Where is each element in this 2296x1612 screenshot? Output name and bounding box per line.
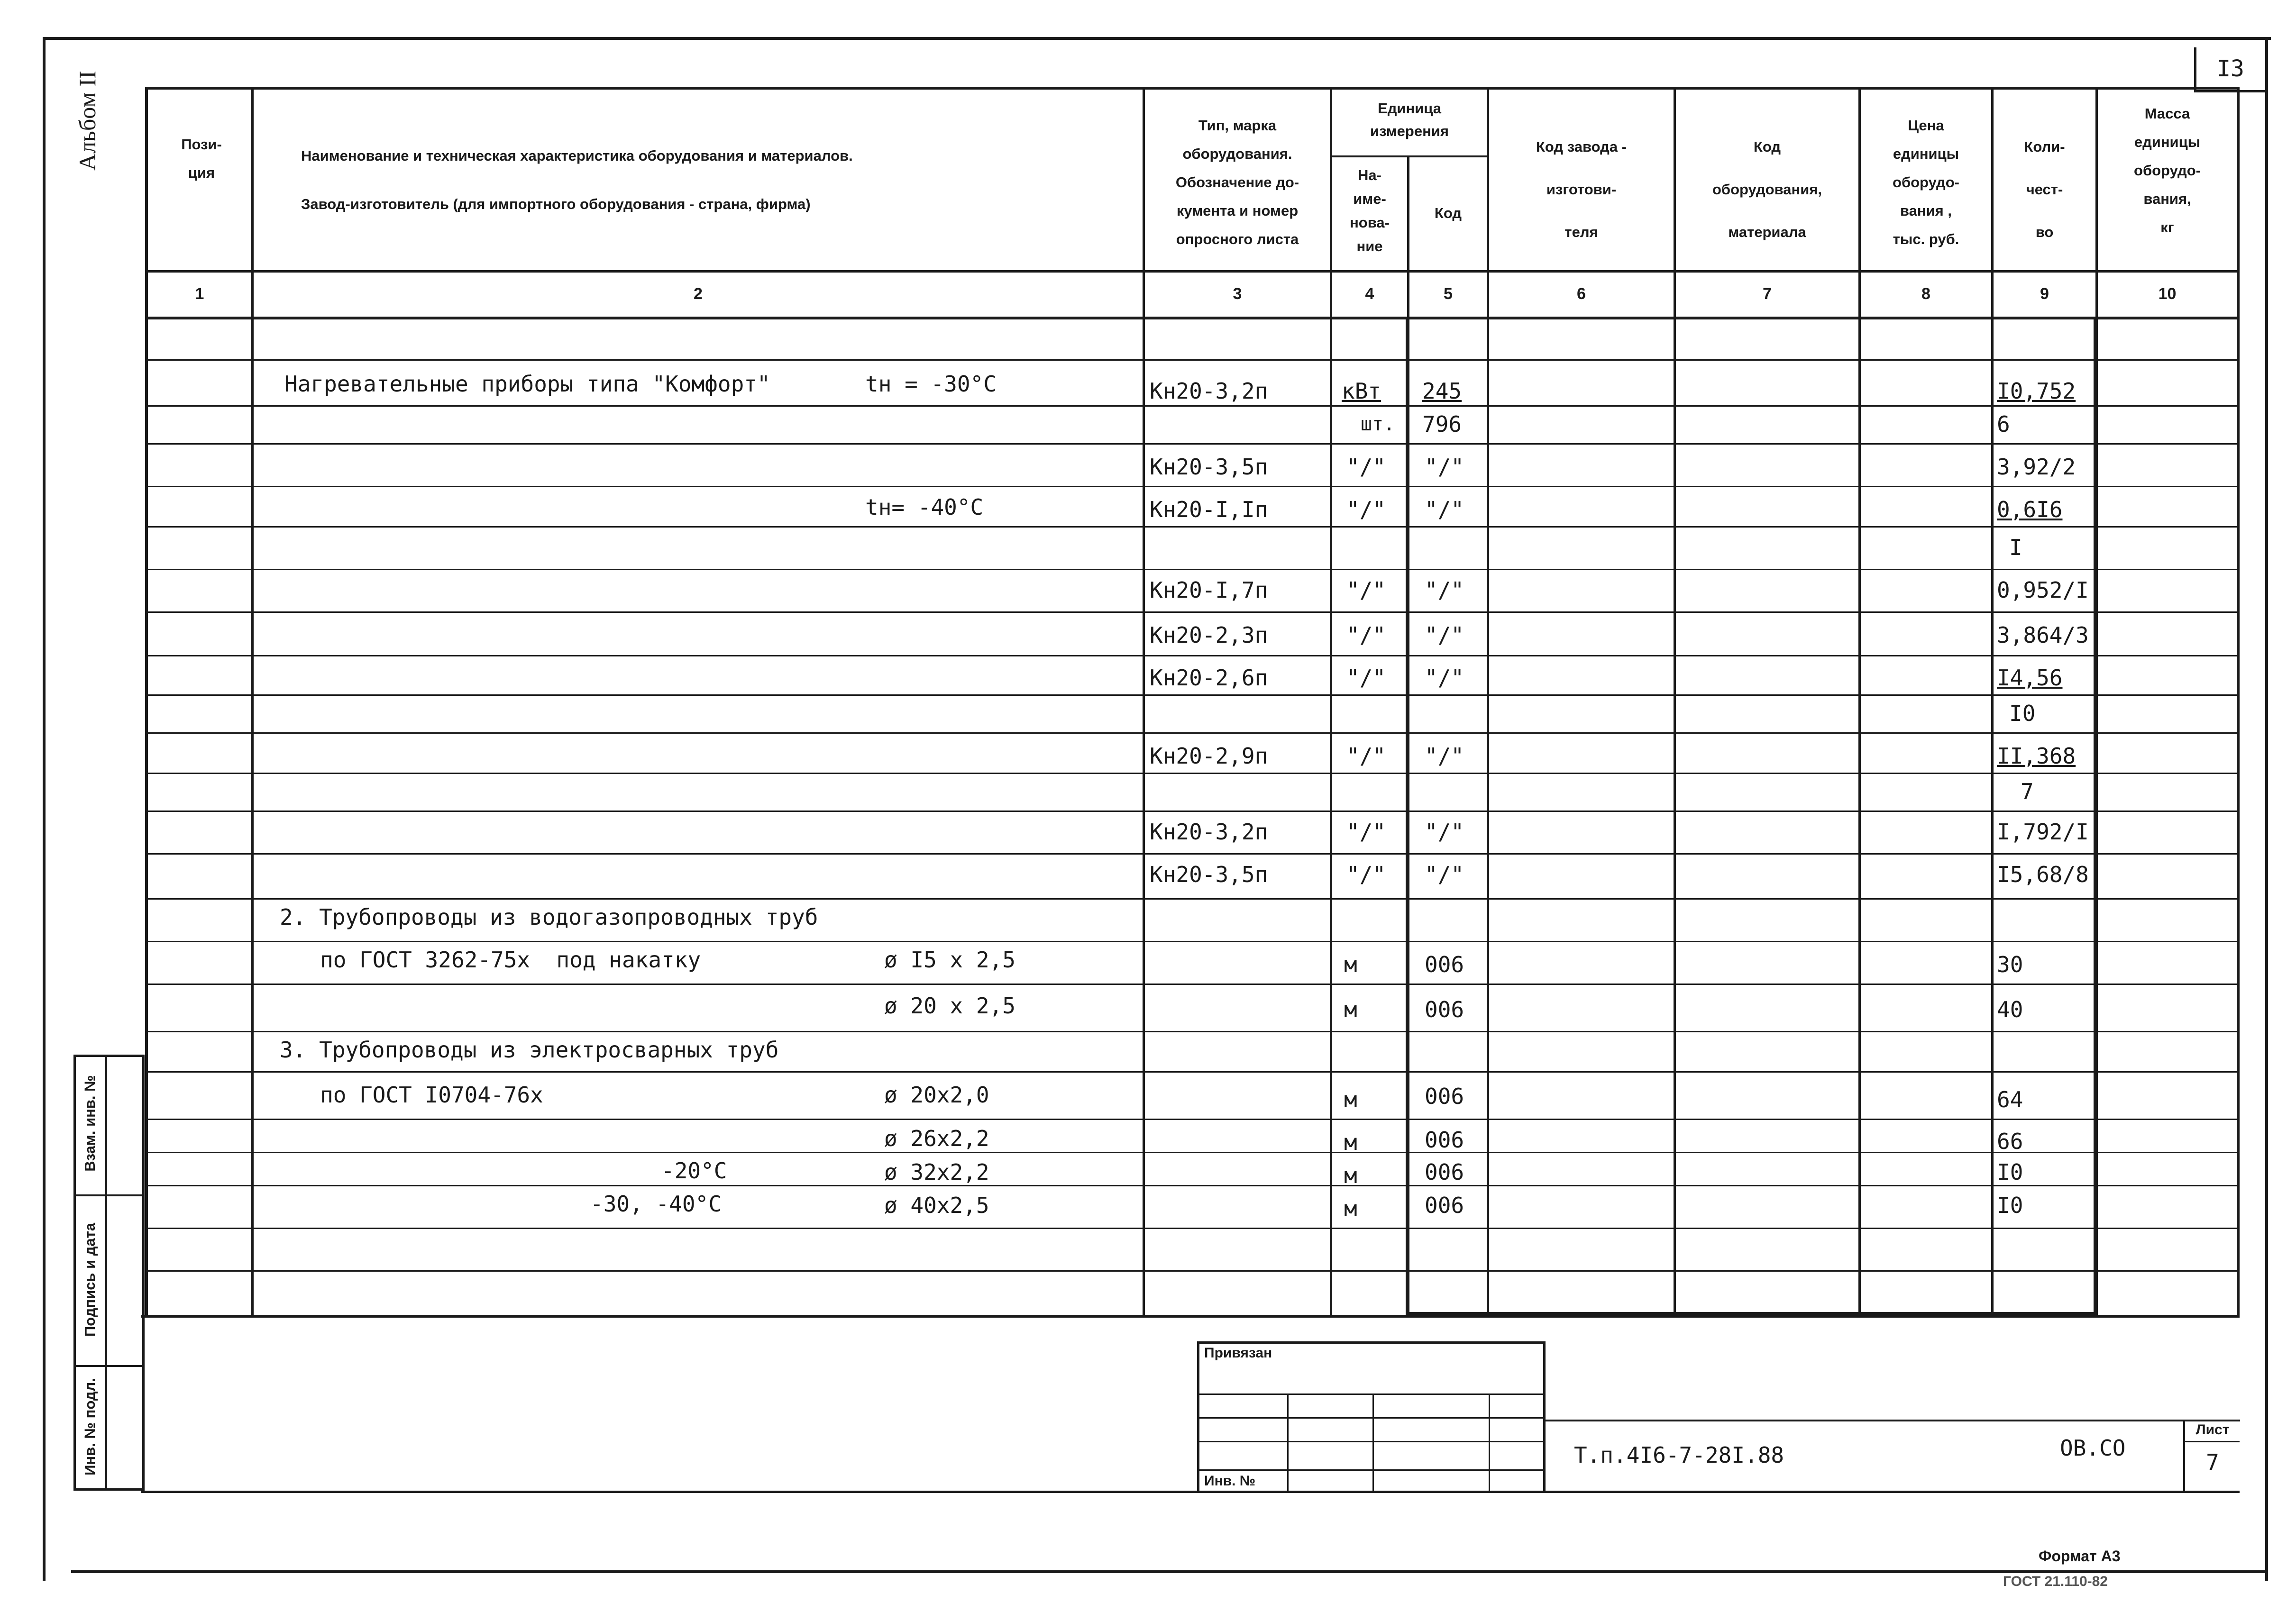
r1-qty: I0,752 (1997, 378, 2076, 404)
header-unit-line1: Единица (1378, 100, 1441, 117)
r4-unit: "/" (1346, 497, 1386, 522)
row-line (145, 853, 2240, 855)
outer-border-right (2265, 37, 2268, 1581)
colnum-10: 10 (2158, 285, 2177, 303)
album-label: Альбом II (74, 71, 101, 171)
r7-unit: "/" (1346, 622, 1386, 648)
row-line (145, 486, 2240, 487)
r8-unit: "/" (1346, 665, 1386, 691)
r3-code: "/" (1425, 454, 1464, 480)
r3-type: Кн20-3,5п (1150, 454, 1268, 480)
list-box-left (2183, 1420, 2185, 1492)
gost-label: ГОСТ 21.110-82 (2003, 1574, 2108, 1589)
row-line (145, 655, 2240, 656)
row-line (145, 526, 2240, 528)
row-line (145, 1031, 2240, 1032)
row-line (145, 569, 2240, 570)
r10-qty: II,368 (1997, 743, 2076, 769)
r6-type: Кн20-I,7п (1150, 577, 1268, 603)
r13-code: "/" (1425, 862, 1464, 887)
row-line (145, 1152, 2240, 1153)
row-line (145, 773, 2240, 774)
header-price-line2: единицы (1893, 146, 1959, 162)
row-line (145, 443, 2240, 445)
row-line (145, 732, 2240, 734)
header-unit-name-line1: На- (1358, 167, 1381, 183)
colnum-5: 5 (1444, 285, 1453, 303)
section3-d4-unit: м (1344, 1196, 1357, 1221)
r1-unit: кВт (1342, 378, 1381, 404)
section3-d4-qty: I0 (1997, 1193, 2023, 1218)
header-type-line3: Обозначение до- (1175, 174, 1299, 191)
list-label: Лист (2195, 1422, 2230, 1438)
section3-d3: ø 32x2,2 (884, 1159, 989, 1185)
r8-qty: I4,56 (1997, 665, 2063, 691)
stamp-row1 (1197, 1393, 1546, 1395)
corner-box-left (2194, 47, 2196, 91)
section3-d2: ø 26x2,2 (884, 1126, 989, 1151)
unit-subheader-line (1330, 155, 1487, 157)
row-line (145, 405, 2240, 407)
header-pos-line2: ция (188, 164, 215, 181)
header-qty-line1: Коли- (2024, 138, 2065, 155)
header-unit-name-line4: ние (1356, 238, 1383, 255)
section3-t4: -30, -40°C (590, 1191, 722, 1217)
section3-d1-unit: м (1344, 1087, 1357, 1112)
r4-temp: tн= -40°C (865, 494, 984, 520)
stamp-row2 (1197, 1417, 1546, 1419)
r1-code: 245 (1422, 378, 1462, 404)
row-line (145, 611, 2240, 613)
colnum-1: 1 (195, 285, 204, 303)
r11-qty: 7 (2021, 779, 2034, 804)
section2-d2-qty: 40 (1997, 997, 2023, 1022)
section3-d3-unit: м (1344, 1163, 1357, 1188)
header-type (1147, 111, 1327, 254)
r4-type: Кн20-I,Iп (1150, 497, 1268, 522)
r5-qty: I (2009, 535, 2022, 560)
section2-d2-unit: м (1344, 997, 1357, 1022)
row-line (145, 811, 2240, 812)
outer-border-bottom (71, 1570, 2268, 1573)
side-stamp-mid (105, 1055, 107, 1491)
header-unit-name-line3: нова- (1350, 214, 1390, 231)
bold-box-left (1406, 318, 1409, 1315)
row-line (145, 898, 2240, 900)
r10-code: "/" (1425, 743, 1464, 769)
colnum-2: 2 (694, 285, 703, 303)
sheet-code: ОВ.СО (2060, 1435, 2126, 1461)
header-bottom-line (145, 270, 2240, 273)
doc-code: Т.п.4I6-7-28I.88 (1574, 1442, 1784, 1468)
section3-d3-code: 006 (1425, 1159, 1464, 1185)
r2-unit: шт. (1361, 413, 1395, 435)
header-name-line1: Наименование и техническая характеристика оборудования и материалов. (301, 147, 853, 164)
r3-unit: "/" (1346, 454, 1386, 480)
section3-gost: по ГОСТ I0704-76х (320, 1082, 543, 1108)
r1-temp: tн = -30°C (865, 371, 997, 397)
section3-d3-qty: I0 (1997, 1159, 2023, 1185)
r13-type: Кн20-3,5п (1150, 862, 1268, 887)
header-type-line1: Тип, марка (1198, 117, 1277, 134)
header-qty-line3: во (2035, 224, 2054, 240)
r12-unit: "/" (1346, 819, 1386, 845)
colnum-7: 7 (1763, 285, 1772, 303)
colnum-4: 4 (1365, 285, 1374, 303)
header-price (1861, 111, 1991, 254)
section2-d1-code: 006 (1425, 952, 1464, 977)
r8-code: "/" (1425, 665, 1464, 691)
stamp-inv: Инв. № (1204, 1473, 1256, 1489)
row-line (145, 1228, 2240, 1229)
section3-d2-code: 006 (1425, 1127, 1464, 1153)
stamp-row3 (1197, 1441, 1546, 1442)
header-mass-line5: кг (2160, 219, 2174, 236)
section3-d1: ø 20x2,0 (884, 1082, 989, 1108)
side-label-podpis: Подпись и дата (82, 1222, 98, 1337)
header-pos (156, 130, 247, 187)
header-mass-line1: Масса (2144, 105, 2190, 122)
row-line (145, 1119, 2240, 1120)
r4-qty: 0,6I6 (1997, 497, 2063, 522)
bold-box-bottom (1406, 1312, 2097, 1316)
r2-code: 796 (1422, 411, 1462, 437)
doc-code-line (1543, 1420, 2240, 1421)
section2-title: 2. Трубопроводы из водогазопроводных труб (280, 904, 818, 930)
header-pos-line1: Пози- (181, 136, 222, 153)
format-label: Формат А3 (2039, 1548, 2121, 1565)
row-line (145, 984, 2240, 985)
outer-border-left (43, 37, 46, 1581)
r12-qty: I,792/I (1997, 819, 2089, 845)
header-equipment-code-line1: Код (1753, 138, 1781, 155)
header-mass (2098, 100, 2237, 242)
section3-d2-unit: м (1344, 1129, 1357, 1155)
header-equipment-code-line3: материала (1728, 224, 1806, 240)
header-type-line5: опросного листа (1176, 231, 1299, 247)
side-label-vzam: Взам. инв. № (82, 1075, 98, 1172)
stamp-col2 (1372, 1393, 1374, 1491)
corner-box-bottom (2194, 90, 2268, 92)
r1-name: Нагревательные приборы типа "Комфорт" (284, 371, 770, 397)
row-line (145, 1185, 2240, 1186)
colnum-6: 6 (1577, 285, 1586, 303)
header-type-line4: кумента и номер (1176, 202, 1299, 219)
side-stamp-left (73, 1055, 76, 1491)
header-price-line4: вания , (1900, 202, 1952, 219)
list-number: 7 (2206, 1449, 2219, 1475)
header-factory-code (1489, 126, 1674, 254)
frame-top (148, 87, 2240, 90)
stamp-col1 (1287, 1393, 1289, 1491)
row-line (145, 1071, 2240, 1073)
header-factory-code-line3: теля (1564, 224, 1598, 240)
section2-d2: ø 20 x 2,5 (884, 993, 1015, 1019)
header-factory-code-line1: Код завода - (1536, 138, 1627, 155)
r7-type: Кн20-2,3п (1150, 622, 1268, 648)
row-line (145, 1270, 2240, 1272)
header-unit-name-line2: име- (1353, 191, 1386, 207)
list-box-sep (2183, 1441, 2240, 1442)
stamp-privyazan: Привязан (1204, 1345, 1272, 1361)
page-corner-number: I3 (2217, 55, 2244, 82)
r12-code: "/" (1425, 819, 1464, 845)
header-type-line2: оборудования. (1182, 146, 1292, 162)
section3-d4-code: 006 (1425, 1193, 1464, 1218)
r13-unit: "/" (1346, 862, 1386, 887)
r6-qty: 0,952/I (1997, 577, 2089, 603)
r6-unit: "/" (1346, 577, 1386, 603)
row-line (145, 941, 2240, 942)
section2-d2-code: 006 (1425, 997, 1464, 1022)
r6-code: "/" (1425, 577, 1464, 603)
bold-box-right (2094, 318, 2097, 1315)
r13-qty: I5,68/8 (1997, 862, 2089, 887)
header-equipment-code-line2: оборудования, (1712, 181, 1822, 198)
section3-title: 3. Трубопроводы из электросварных труб (280, 1037, 779, 1063)
header-price-line3: оборудо- (1893, 174, 1959, 191)
header-name-line2: Завод-изготовитель (для импортного оборудования - страна, фирма) (301, 196, 811, 212)
header-mass-line3: оборудо- (2134, 162, 2201, 179)
section2-d1: ø I5 x 2,5 (884, 947, 1015, 973)
colnum-9: 9 (2040, 285, 2049, 303)
title-block-bottom (141, 1491, 2240, 1493)
header-mass-line4: вания, (2143, 191, 2191, 207)
side-stamp-right (142, 1055, 145, 1491)
stamp-col3 (1489, 1393, 1490, 1491)
r1-type: Кн20-3,2п (1150, 378, 1268, 404)
section2-d1-qty: 30 (1997, 952, 2023, 977)
colnum-bottom-line (145, 317, 2240, 319)
colnum-3: 3 (1233, 285, 1242, 303)
row-line (145, 694, 2240, 696)
r4-code: "/" (1425, 497, 1464, 522)
r8-type: Кн20-2,6п (1150, 665, 1268, 691)
r2-qty: 6 (1997, 411, 2010, 437)
header-unit-name (1332, 164, 1407, 258)
colnum-8: 8 (1921, 285, 1930, 303)
header-name (301, 132, 1135, 228)
stamp-top (1197, 1341, 1546, 1344)
header-unit-code: Код (1434, 205, 1462, 221)
section3-d1-qty: 64 (1997, 1087, 2023, 1112)
r10-type: Кн20-2,9п (1150, 743, 1268, 769)
section3-d1-code: 006 (1425, 1084, 1464, 1109)
header-price-line1: Цена (1908, 117, 1944, 134)
header-unit-line2: измерения (1370, 123, 1449, 139)
section3-d4: ø 40x2,5 (884, 1193, 989, 1218)
outer-border-top (43, 37, 2271, 40)
header-mass-line2: единицы (2134, 134, 2201, 150)
header-price-line5: тыс. руб. (1893, 231, 1959, 247)
section2-d1-unit: м (1344, 952, 1357, 977)
header-factory-code-line2: изготови- (1546, 181, 1617, 198)
side-label-inv: Инв. № подл. (82, 1378, 98, 1475)
section3-t3: -20°C (661, 1158, 727, 1184)
r7-code: "/" (1425, 622, 1464, 648)
header-equipment-code (1676, 126, 1858, 254)
section2-gost: по ГОСТ 3262-75х под накатку (320, 947, 701, 973)
row-line (145, 359, 2240, 361)
header-unit (1332, 97, 1487, 143)
r10-unit: "/" (1346, 743, 1386, 769)
r7-qty: 3,864/3 (1997, 622, 2089, 648)
r9-qty: I0 (2009, 701, 2036, 726)
header-qty-line2: чест- (2026, 181, 2063, 198)
section3-d2-qty: 66 (1997, 1129, 2023, 1154)
header-qty (1994, 126, 2095, 254)
r3-qty: 3,92/2 (1997, 454, 2076, 480)
stamp-row4 (1197, 1469, 1546, 1471)
r12-type: Кн20-3,2п (1150, 819, 1268, 845)
